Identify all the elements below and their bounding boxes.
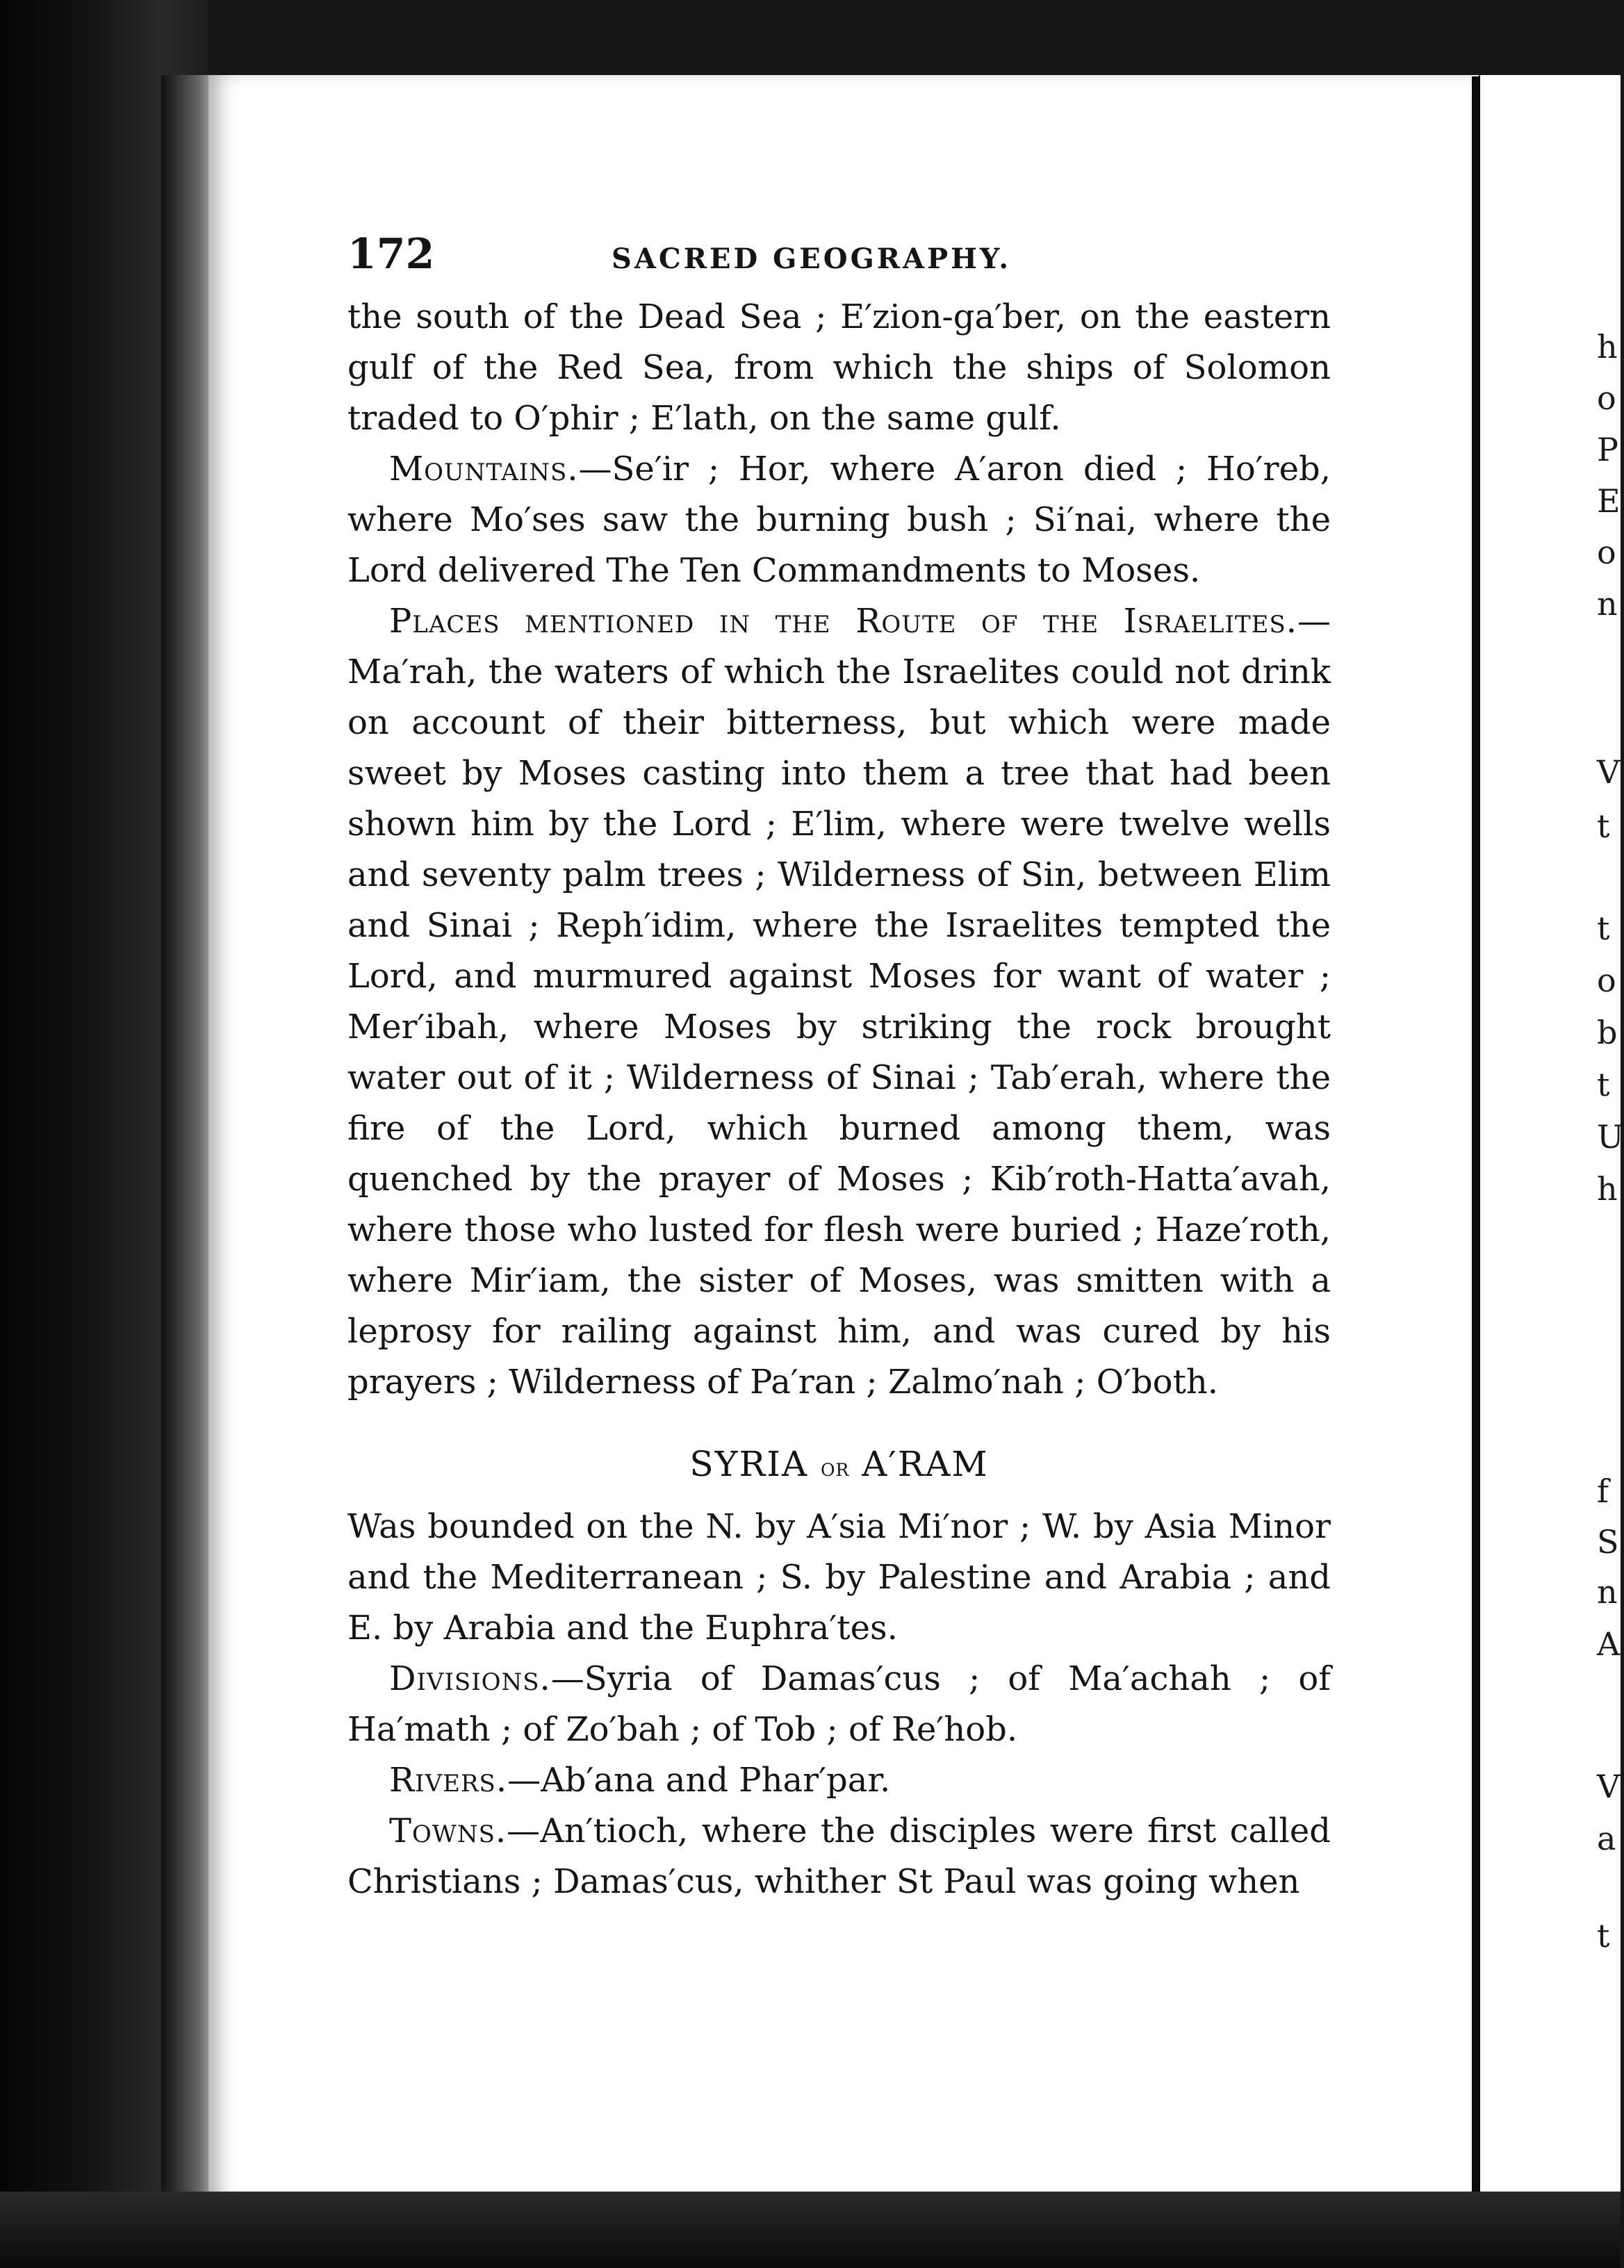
- facing-page-fragment: h: [1597, 328, 1618, 365]
- paragraph-syria-bounds: Was bounded on the N. by A′sia Mi′nor ; W. by Asia Minor and the Mediterranean ; S. by Palestine and Arabia ; and E. by Arabia and the Euphra′tes.: [347, 1507, 1331, 1647]
- section-heading: [347, 1439, 1331, 1493]
- running-title: SACRED GEOGRAPHY.: [612, 243, 1012, 275]
- divisions-label: Divisions.: [389, 1659, 551, 1698]
- facing-page-fragment: o: [1597, 962, 1616, 999]
- route-text: —Ma′rah, the waters of which the Israelites could not drink on account of their bitterness, but which were made sweet by Moses casting into them a tree that had been shown him by the Lord ; E′lim, where were twelve wells and seventy palm trees ; Wilderness of Sin, between Elim and Sinai ; Reph′idim, where the Israelites tempted the Lord, and murmured against Moses for want of water ; Mer′ibah, where Moses by striking the rock brought water out of it ; Wilderness of Sinai ; Tab′erah, where the fire of the Lord, which burned among them, was quenched by the prayer of Moses ; Kib′roth-Hatta′avah, where those who lusted for flesh were buried ; Haze′roth, where Mir′iam, the sister of Moses, was smitten with a leprosy for railing against him, and was cured by his prayers ; Wilderness of Pa′ran ; Zalmo′nah ; O′both.: [347, 602, 1331, 1402]
- scan-bottom-edge: [0, 2192, 1621, 2268]
- heading-or: or: [821, 1454, 850, 1482]
- rivers-label: Rivers.: [389, 1761, 508, 1800]
- facing-page-fragment: P: [1597, 431, 1618, 468]
- facing-page-fragment: E: [1597, 482, 1621, 520]
- facing-page-fragment: V: [1597, 1768, 1621, 1805]
- facing-page-fragment: n: [1597, 585, 1618, 623]
- paragraph-continued: the south of the Dead Sea ; E′zion-ga′ber, on the eastern gulf of the Red Sea, from which the ships of Solomon traded to O′phir ; E′lath, on the same gulf.: [347, 297, 1331, 438]
- facing-page-fragment: S: [1597, 1523, 1619, 1561]
- facing-page-fragment: o: [1597, 534, 1616, 571]
- paragraph-rivers: [347, 1755, 1331, 1806]
- rivers-text: —Ab′ana and Phar′par.: [507, 1761, 891, 1800]
- paragraph-divisions: [347, 1654, 1331, 1755]
- running-head: [347, 229, 1331, 292]
- facing-page-fragment: a: [1597, 1820, 1616, 1857]
- facing-page-fragment: t: [1597, 1917, 1610, 1955]
- page-fold-line: [1472, 76, 1480, 2203]
- facing-page-fragment: n: [1597, 1573, 1618, 1611]
- facing-page-fragment: U: [1597, 1118, 1624, 1156]
- towns-text: —An′tioch, where the disciples were first called Christians ; Damas′cus, whither St Paul was going when: [347, 1811, 1331, 1901]
- route-label: Places mentioned in the Route of the Israelites.: [389, 602, 1297, 641]
- mountains-label: Mountains.: [389, 450, 579, 488]
- heading-alt: A′RAM: [862, 1444, 989, 1484]
- facing-page-fragment: V: [1597, 753, 1621, 791]
- facing-page-fragment: h: [1597, 1170, 1618, 1208]
- divisions-text: —Syria of Damas′cus ; of Ma′achah ; of Ha′math ; of Zo′bah ; of Tob ; of Re′hob.: [347, 1659, 1331, 1749]
- facing-page-fragment: o: [1597, 379, 1616, 417]
- paragraph-mountains: [347, 444, 1331, 596]
- towns-label: Towns.: [389, 1811, 507, 1850]
- page-number: 172: [347, 230, 435, 279]
- mountains-text: —Se′ir ; Hor, where A′aron died ; Ho′reb, where Mo′ses saw the burning bush ; Si′nai, where the Lord delivered The Ten Commandments to Moses.: [347, 450, 1331, 590]
- facing-page-edge: [1480, 75, 1624, 2201]
- facing-page-fragment: t: [1597, 910, 1610, 947]
- facing-page-fragment: b: [1597, 1014, 1618, 1051]
- facing-page-fragment: t: [1597, 807, 1610, 845]
- heading-main: SYRIA: [689, 1444, 809, 1484]
- paragraph-route: [347, 596, 1331, 1408]
- page-text: [347, 229, 1331, 1907]
- facing-page-fragment: A: [1597, 1625, 1621, 1663]
- facing-page-fragment: f: [1597, 1472, 1609, 1510]
- paragraph-towns: [347, 1806, 1331, 1907]
- facing-page-fragment: t: [1597, 1066, 1610, 1103]
